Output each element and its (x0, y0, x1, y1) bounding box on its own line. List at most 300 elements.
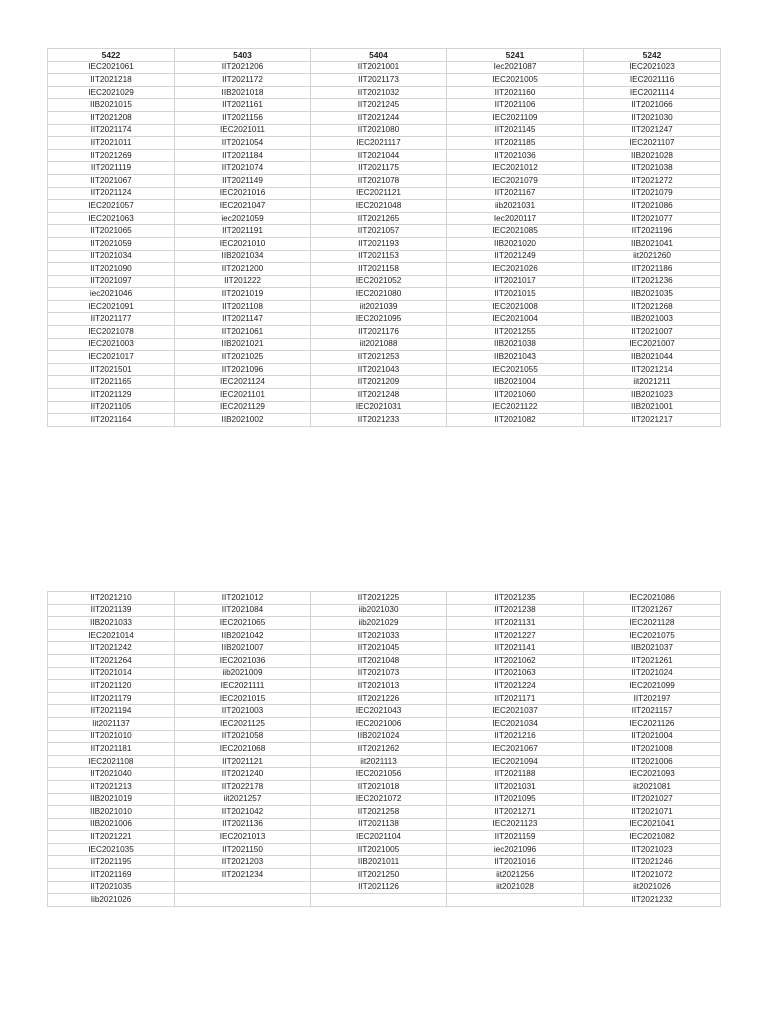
table-cell: Iec2021087 (447, 61, 584, 74)
table-cell: IEC2021080 (311, 288, 447, 301)
table-cell: IIT2021096 (175, 363, 311, 376)
table-cell: IIT2021036 (447, 149, 584, 162)
table-cell: IIT2021159 (447, 831, 584, 844)
table-body-top (48, 61, 721, 426)
table-cell: IIB2021020 (447, 237, 584, 250)
table-cell: IIT2021106 (447, 99, 584, 112)
table-cell: IEC2021117 (311, 137, 447, 150)
table-row (48, 111, 721, 124)
table-cell: IIT2021120 (48, 680, 175, 693)
table-cell: IIT2021238 (447, 604, 584, 617)
table-cell: IIT2021019 (175, 288, 311, 301)
table-cell: IIT2021150 (175, 843, 311, 856)
table-cell: IIT2021077 (584, 212, 721, 225)
table-cell: IEC2021012 (447, 162, 584, 175)
table-cell: IIB2021006 (48, 818, 175, 831)
table-row (48, 831, 721, 844)
table-cell: IIT2021208 (48, 111, 175, 124)
table-row (48, 894, 721, 907)
table-row (48, 237, 721, 250)
table-cell: IEC2021116 (584, 74, 721, 87)
table-cell: IIT2021173 (311, 74, 447, 87)
table-row (48, 692, 721, 705)
table-cell: IIT2021240 (175, 768, 311, 781)
table-row (48, 629, 721, 642)
table-cell: IIT2021065 (48, 225, 175, 238)
table-cell: IIT2021210 (48, 592, 175, 605)
table-cell: IEC2021067 (447, 743, 584, 756)
table-cell: IIB2021002 (175, 414, 311, 427)
table-cell: IIT2021193 (311, 237, 447, 250)
table-cell: IIT2021225 (311, 592, 447, 605)
table-row (48, 743, 721, 756)
table-row (48, 250, 721, 263)
table-cell: IEC2021065 (175, 617, 311, 630)
table-cell: IIT2021217 (584, 414, 721, 427)
table-cell: IIT2021105 (48, 401, 175, 414)
table-cell: iib2021031 (447, 200, 584, 213)
table-cell: IIT2021247 (584, 124, 721, 137)
table-cell: IEC2021017 (48, 351, 175, 364)
table-cell: iit2021256 (447, 869, 584, 882)
table-row (48, 376, 721, 389)
table-row (48, 843, 721, 856)
table-cell: IIB2021010 (48, 806, 175, 819)
table-row (48, 717, 721, 730)
table-row (48, 74, 721, 87)
seating-table-top (47, 48, 721, 427)
table-cell: IIT2021062 (447, 654, 584, 667)
table-cell: IIT2021060 (447, 389, 584, 402)
table-row (48, 338, 721, 351)
table-cell: IIT2021004 (584, 730, 721, 743)
table-cell: iit2021260 (584, 250, 721, 263)
table-cell: IIT2021186 (584, 263, 721, 276)
table-cell: IIT2021156 (175, 111, 311, 124)
table-cell: IIT2021131 (447, 617, 584, 630)
table-row (48, 137, 721, 150)
table-cell: IIT2021196 (584, 225, 721, 238)
table-cell: IEC2021079 (447, 174, 584, 187)
table-cell: IEC2021047 (175, 200, 311, 213)
table-cell: IIT2021195 (48, 856, 175, 869)
table-cell: IEC2021129 (175, 401, 311, 414)
table-cell: IIT2021216 (447, 730, 584, 743)
table-cell: IEC2021055 (447, 363, 584, 376)
table-row (48, 705, 721, 718)
table-cell: IIT2021213 (48, 780, 175, 793)
table-cell: IEC2021048 (311, 200, 447, 213)
table-cell: IIT2021501 (48, 363, 175, 376)
table-cell: IIT2021097 (48, 275, 175, 288)
table-cell: IIT2021033 (311, 629, 447, 642)
table-row (48, 617, 721, 630)
table-cell: IIT2021058 (175, 730, 311, 743)
table-cell: IEC2021068 (175, 743, 311, 756)
table-cell: IEC2021099 (584, 680, 721, 693)
table-cell: IIT2021034 (48, 250, 175, 263)
table-cell: IEC2021035 (48, 843, 175, 856)
table-cell: IIT2021175 (311, 162, 447, 175)
table-cell: IEC2021104 (311, 831, 447, 844)
table-row (48, 99, 721, 112)
table-cell: IIT2021246 (584, 856, 721, 869)
table-cell: IEC2021015 (175, 692, 311, 705)
table-cell: IIT2021048 (311, 654, 447, 667)
table-cell: IIB2021018 (175, 86, 311, 99)
table-cell: IEC2021026 (447, 263, 584, 276)
table-cell: IEC2021125 (175, 717, 311, 730)
table-cell: IIB2021001 (584, 401, 721, 414)
table-cell: IEC2021082 (584, 831, 721, 844)
table-cell: IIB2021035 (584, 288, 721, 301)
table-cell: IIB2021023 (584, 389, 721, 402)
table-cell: IIB2021038 (447, 338, 584, 351)
table-row (48, 401, 721, 414)
table-cell: IIT2021067 (48, 174, 175, 187)
table-cell (447, 894, 584, 907)
table-row (48, 124, 721, 137)
table-cell: IIB2021033 (48, 617, 175, 630)
table-cell: IEC2021101 (175, 389, 311, 402)
table-cell: IIT2021164 (48, 414, 175, 427)
table-cell: IEC2021124 (175, 376, 311, 389)
table-cell: IIT2021157 (584, 705, 721, 718)
table-row (48, 86, 721, 99)
table-cell: IEC2021056 (311, 768, 447, 781)
table-cell: IIT2021044 (311, 149, 447, 162)
table-cell: IIB2021011 (311, 856, 447, 869)
table-cell: IIT2021206 (175, 61, 311, 74)
table-cell: IIT2021121 (175, 755, 311, 768)
table-row (48, 654, 721, 667)
table-cell: IIT2021066 (584, 99, 721, 112)
table-cell: IEC2021006 (311, 717, 447, 730)
table-cell: IEC2021016 (175, 187, 311, 200)
table-cell: IEC2021072 (311, 793, 447, 806)
table-cell: IIT2021086 (584, 200, 721, 213)
table-row (48, 881, 721, 894)
table-cell: IIT2021005 (311, 843, 447, 856)
table-cell: IIT2021269 (48, 149, 175, 162)
table-row (48, 755, 721, 768)
table-cell: IIT2021177 (48, 313, 175, 326)
table-cell: IIB2021042 (175, 629, 311, 642)
table-cell: IIT2021126 (311, 881, 447, 894)
table-cell: IIT2021023 (584, 843, 721, 856)
table-cell: IIT2021253 (311, 351, 447, 364)
table-cell: IIT2021139 (48, 604, 175, 617)
table-cell: IIT2021171 (447, 692, 584, 705)
column-header: 5403 (175, 49, 311, 62)
table-cell: IIT2021001 (311, 61, 447, 74)
table-cell: IIT2021194 (48, 705, 175, 718)
table-row (48, 61, 721, 74)
table-cell: IIT2021063 (447, 667, 584, 680)
table-body-bottom (48, 592, 721, 907)
column-header: 5404 (311, 49, 447, 62)
column-header: 5242 (584, 49, 721, 62)
table-cell: IIT202197 (584, 692, 721, 705)
table-cell: IIT2021264 (48, 654, 175, 667)
table-cell: IEC2021007 (584, 338, 721, 351)
table-cell: IIT2021232 (584, 894, 721, 907)
seating-table-bottom (47, 591, 721, 907)
table-cell: IIB2021003 (584, 313, 721, 326)
table-cell: Iib2021026 (48, 894, 175, 907)
table-cell: IEC2021114 (584, 86, 721, 99)
table-cell: IIT2021233 (311, 414, 447, 427)
table-row (48, 200, 721, 213)
table-row (48, 780, 721, 793)
table-cell: IIB2021021 (175, 338, 311, 351)
table-cell: IIT2021245 (311, 99, 447, 112)
table-cell: IIT2021185 (447, 137, 584, 150)
table-cell: IIT2021074 (175, 162, 311, 175)
table-cell: IIT2021018 (311, 780, 447, 793)
table-cell: Iit2021137 (48, 717, 175, 730)
table-cell: IIT2021271 (447, 806, 584, 819)
table-cell: IIT2021218 (48, 74, 175, 87)
table-cell: IIT2021016 (447, 856, 584, 869)
table-cell: IIT2021153 (311, 250, 447, 263)
table-cell: IIT2021226 (311, 692, 447, 705)
table-cell: IEC2021023 (584, 61, 721, 74)
table-row (48, 187, 721, 200)
table-cell: IEC2021121 (311, 187, 447, 200)
table-cell: IIT2021013 (311, 680, 447, 693)
table-cell: IIT2021030 (584, 111, 721, 124)
table-cell: IIT2021179 (48, 692, 175, 705)
column-header: 5422 (48, 49, 175, 62)
table-cell (175, 894, 311, 907)
table-cell: IIT2021084 (175, 604, 311, 617)
column-header: 5241 (447, 49, 584, 62)
table-cell: IIT2021012 (175, 592, 311, 605)
table-row (48, 174, 721, 187)
table-cell: IIT2021160 (447, 86, 584, 99)
table-cell: iib2021029 (311, 617, 447, 630)
table-cell: iit2021088 (311, 338, 447, 351)
table-cell: IIT2021015 (447, 288, 584, 301)
table-cell: IIT2021181 (48, 743, 175, 756)
table-cell: iec2021059 (175, 212, 311, 225)
table-row (48, 818, 721, 831)
table-cell: IEC2021085 (447, 225, 584, 238)
table-cell: IIT201222 (175, 275, 311, 288)
table-cell: IIT2021174 (48, 124, 175, 137)
table-cell: IIT2021136 (175, 818, 311, 831)
table-cell: IIT2021119 (48, 162, 175, 175)
table-cell: IEC2021010 (175, 237, 311, 250)
table-row (48, 363, 721, 376)
table-cell: IIB2021028 (584, 149, 721, 162)
table-row (48, 225, 721, 238)
table-cell: IIT2021224 (447, 680, 584, 693)
table-cell: IEC2021029 (48, 86, 175, 99)
table-cell: Iec2020117 (447, 212, 584, 225)
table-cell: IEC2021041 (584, 818, 721, 831)
table-cell: IIT2021209 (311, 376, 447, 389)
table-row (48, 869, 721, 882)
table-row (48, 592, 721, 605)
table-cell: iit2021028 (447, 881, 584, 894)
table-cell: IIT2021059 (48, 237, 175, 250)
table-cell: IIT2021035 (48, 881, 175, 894)
table-cell: IIB2021044 (584, 351, 721, 364)
table-cell: IIT2021027 (584, 793, 721, 806)
table-cell: IEC2021004 (447, 313, 584, 326)
table-cell: IEC2021008 (447, 300, 584, 313)
table-cell: IIT2021078 (311, 174, 447, 187)
table-row (48, 768, 721, 781)
table-cell: IIT2021262 (311, 743, 447, 756)
table-cell: IEC2021034 (447, 717, 584, 730)
table-row (48, 604, 721, 617)
table-cell: IEC2021091 (48, 300, 175, 313)
table-cell: IIT2021007 (584, 326, 721, 339)
table-cell: IIT2021017 (447, 275, 584, 288)
table-cell: IIT2021172 (175, 74, 311, 87)
table-cell: IIT2021236 (584, 275, 721, 288)
table-row (48, 300, 721, 313)
table-cell: IIT2021073 (311, 667, 447, 680)
table-cell: IEC2021057 (48, 200, 175, 213)
table-cell: IIT2021080 (311, 124, 447, 137)
table-cell: IEC2021036 (175, 654, 311, 667)
table-cell: IIT2021250 (311, 869, 447, 882)
table-cell: IIT2021147 (175, 313, 311, 326)
table-row (48, 313, 721, 326)
table-cell: iib2021030 (311, 604, 447, 617)
table-cell: IEC2021031 (311, 401, 447, 414)
table-row (48, 730, 721, 743)
table-cell: iit2021257 (175, 793, 311, 806)
table-cell: IIT2021003 (175, 705, 311, 718)
table-cell: IEC2021107 (584, 137, 721, 150)
table-cell: IIB2021004 (447, 376, 584, 389)
table-cell: IIT2021129 (48, 389, 175, 402)
table-cell: IIT2021265 (311, 212, 447, 225)
table-cell: iit2021211 (584, 376, 721, 389)
table-row (48, 793, 721, 806)
table-cell: IEC2021094 (447, 755, 584, 768)
table-cell: IEC2021093 (584, 768, 721, 781)
table-row (48, 351, 721, 364)
table-cell: IEC2021011 (175, 124, 311, 137)
table-cell: IIT2021184 (175, 149, 311, 162)
table-cell: IIT2021010 (48, 730, 175, 743)
table-cell: iit2021113 (311, 755, 447, 768)
table-cell: IIT2021261 (584, 654, 721, 667)
table-cell: IIT2021014 (48, 667, 175, 680)
table-cell: IIT2021011 (48, 137, 175, 150)
table-cell: IIT2021054 (175, 137, 311, 150)
table-cell: IIT2021082 (447, 414, 584, 427)
table-cell: IIT2021042 (175, 806, 311, 819)
table-cell: iib2021009 (175, 667, 311, 680)
table-cell: IIT2021272 (584, 174, 721, 187)
table-cell: IEC2021128 (584, 617, 721, 630)
table-cell: IIT2021203 (175, 856, 311, 869)
table-cell: IIT2021267 (584, 604, 721, 617)
table-cell: IEC2021075 (584, 629, 721, 642)
table-cell: IIT2021095 (447, 793, 584, 806)
table-cell: IIB2021019 (48, 793, 175, 806)
table-cell: IIB2021043 (447, 351, 584, 364)
table-cell: IEC2021078 (48, 326, 175, 339)
table-cell: IIT2021024 (584, 667, 721, 680)
table-cell: IIT2021090 (48, 263, 175, 276)
table-cell: IIB2021034 (175, 250, 311, 263)
table-cell: IEC2021063 (48, 212, 175, 225)
table-cell: iit2021039 (311, 300, 447, 313)
table-cell: IIB2021007 (175, 642, 311, 655)
table-cell: IEC2021052 (311, 275, 447, 288)
table-cell: IEC2021086 (584, 592, 721, 605)
table-cell: IEC2021061 (48, 61, 175, 74)
table-cell: IIT2021032 (311, 86, 447, 99)
table-row (48, 212, 721, 225)
table-cell (175, 881, 311, 894)
table-cell: IIT2021249 (447, 250, 584, 263)
table-cell: IEC2021111 (175, 680, 311, 693)
table-row (48, 414, 721, 427)
table-cell: IIT2021108 (175, 300, 311, 313)
table-row (48, 326, 721, 339)
table-cell: IIT2021079 (584, 187, 721, 200)
table-cell: IIT2021176 (311, 326, 447, 339)
table-cell: IIT2021145 (447, 124, 584, 137)
table-cell: IIT2021169 (48, 869, 175, 882)
table-cell: IEC2021109 (447, 111, 584, 124)
table-cell: iec2021046 (48, 288, 175, 301)
table-row (48, 667, 721, 680)
table-cell: IIT2021165 (48, 376, 175, 389)
table-cell: IIT2021221 (48, 831, 175, 844)
table-cell: IEC2021108 (48, 755, 175, 768)
table-row (48, 288, 721, 301)
table-cell: IEC2021122 (447, 401, 584, 414)
table-cell: IIT2021006 (584, 755, 721, 768)
table-cell: IIB2021015 (48, 99, 175, 112)
table-cell: IEC2021005 (447, 74, 584, 87)
table-row (48, 806, 721, 819)
table-cell: IIT2021031 (447, 780, 584, 793)
table-cell: iit2021026 (584, 881, 721, 894)
table-row (48, 680, 721, 693)
table-cell: IIT2021043 (311, 363, 447, 376)
table-cell: IEC2021043 (311, 705, 447, 718)
table-cell: IIT2021200 (175, 263, 311, 276)
table-row (48, 389, 721, 402)
table-cell: IIT2021234 (175, 869, 311, 882)
table-cell: IIT2021038 (584, 162, 721, 175)
table-row (48, 149, 721, 162)
table-cell: IIT2021188 (447, 768, 584, 781)
table-cell: IEC2021126 (584, 717, 721, 730)
table-cell: IEC2021013 (175, 831, 311, 844)
table-cell: IIT2021057 (311, 225, 447, 238)
table-cell: IIT2021072 (584, 869, 721, 882)
table-cell: IIB2021037 (584, 642, 721, 655)
table-row (48, 263, 721, 276)
table-cell: IIT2021161 (175, 99, 311, 112)
header-row (48, 49, 721, 62)
table-cell: IIT2021008 (584, 743, 721, 756)
table-row (48, 642, 721, 655)
table-cell: IIT2021061 (175, 326, 311, 339)
